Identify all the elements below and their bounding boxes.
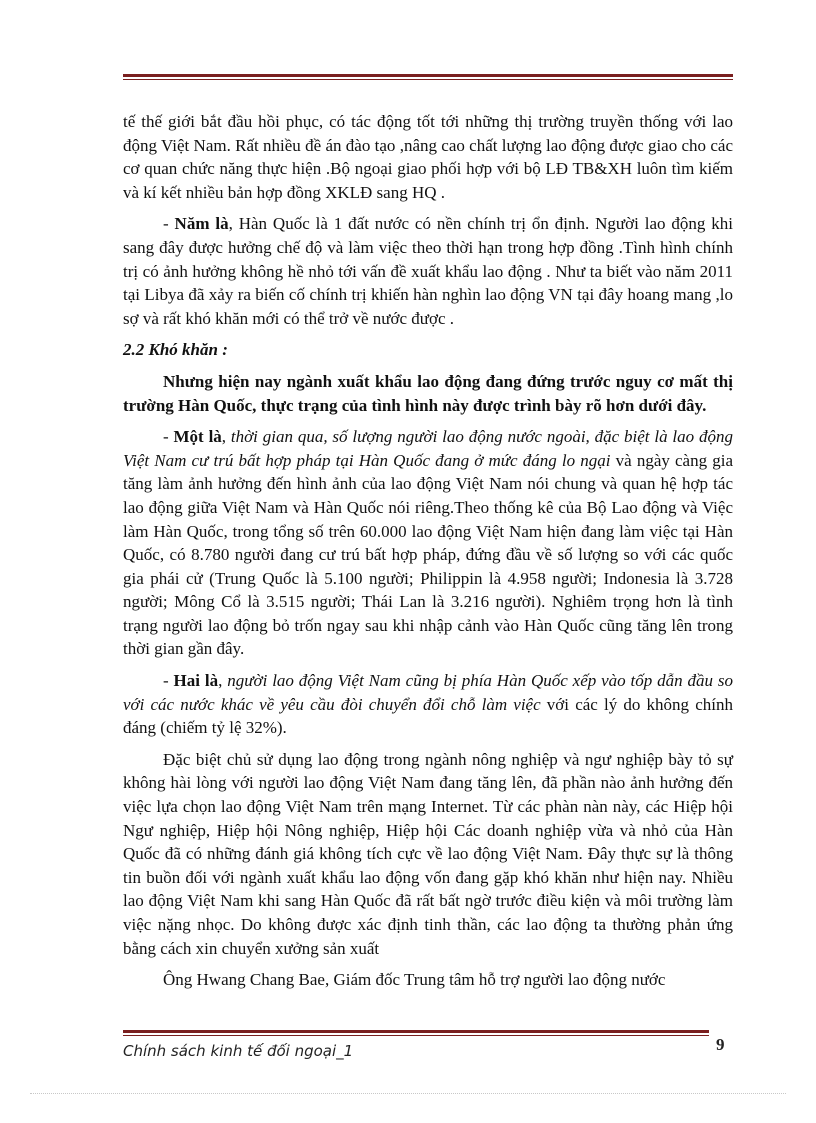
page-number: 9	[716, 1035, 725, 1054]
paragraph-5: - Hai là, người lao động Việt Nam cũng bị phía Hàn Quốc xếp vào tốp dẫn đầu so với các nước khác về yêu cầu đòi chuyển đổi chỗ làm việc với các lý do không chính đáng (chiếm tỷ lệ 32%).	[123, 671, 734, 738]
paragraph-5-lead: Hai là	[173, 671, 219, 691]
page-body	[123, 110, 733, 1000]
paragraph-2-lead: Năm là	[174, 214, 229, 234]
footer-rule	[123, 1030, 709, 1038]
paragraph-7: Ông Hwang Chang Bae, Giám đốc Trung tâm hỗ trợ người lao động nước	[163, 970, 666, 990]
paragraph-4: - Một là, thời gian qua, số lượng người lao động nước ngoài, đặc biệt là lao động Việt Nam cư trú bất hợp pháp tại Hàn Quốc đang ở mức đáng lo ngại và ngày càng gia tăng làm ảnh hưởng đến hình ảnh của lao động Việt Nam nói chung và quan hệ hợp tác lao động giữa Việt Nam và Hàn Quốc nói riêng.Theo thống kê của Bộ Lao động và Việc làm Hàn Quốc, trong tổng số trên 60.000 lao động Việt Nam hiện đang làm việc tại Hàn Quốc, có 8.780 người đang cư trú bất hợp pháp, đứng đầu về số lượng so với các quốc gia phái cử (Trung Quốc là 5.100 người; Philippin là 4.958 người; Indonesia là 3.728 người; Mông Cổ là 3.515 người; Thái Lan là 3.216 người). Nghiêm trọng hơn là tình trạng người lao động bỏ trốn ngay sau khi nhập cảnh vào Hàn Quốc cũng tăng lên trong thời gian gần đây.	[123, 427, 734, 659]
paragraph-4-lead: Một là	[173, 427, 222, 447]
section-heading: 2.2 Khó khăn :	[123, 340, 228, 360]
paragraph-3: Nhưng hiện nay ngành xuất khẩu lao động đang đứng trước nguy cơ mất thị trường Hàn Quốc, thực trạng của tình hình này được trình bày rõ hơn dưới đây.	[123, 371, 733, 415]
paragraph-4-emphasis: thời gian qua, số lượng người lao động nước ngoài, đặc biệt là lao động Việt Nam cư trú bất hợp pháp tại Hàn Quốc đang ở mức đáng lo ngại	[123, 427, 733, 470]
footer-title: Chính sách kinh tế đối ngoại_1	[123, 1042, 354, 1060]
paragraph-6: Đặc biệt chủ sử dụng lao động trong ngành nông nghiệp và ngư nghiệp bày tỏ sự không hài lòng với người lao động Việt Nam đang tăng lên, đã phần nào ảnh hưởng đến việc lựa chọn lao động Việt Nam trên mạng Internet. Từ các phàn nàn này, các Hiệp hội Ngư nghiệp, Hiệp hội Nông nghiệp, Hiệp hội Các doanh nghiệp vừa và nhỏ của Hàn Quốc đã có những đánh giá không tích cực về lao động Việt Nam. Đây thực sự là thông tin buồn đối với ngành xuất khẩu lao động vốn đang gặp khó khăn như hiện nay. Nhiều lao động Việt Nam khi sang Hàn Quốc đã rất bất ngờ trước điều kiện và môi trường làm việc nặng nhọc. Do không được xác định tinh thần, các lao động ta thường phản ứng bằng cách xin chuyển xưởng sản xuất	[123, 749, 733, 958]
header-rule	[123, 74, 733, 83]
paragraph-5-emphasis: người lao động Việt Nam cũng bị phía Hàn Quốc xếp vào tốp dẫn đầu so với các nước khác về yêu cầu đòi chuyển đổi chỗ làm việc	[123, 671, 734, 714]
paragraph-1: tế thế giới bắt đầu hồi phục, có tác động tốt tới những thị trường truyền thống với lao động Việt Nam. Rất nhiều đề án đào tạo ,nâng cao chất lượng lao động được giao cho các cơ quan chức năng thực hiện .Bộ ngoại giao phối hợp với bộ LĐ TB&XH luôn tìm kiếm và kí kết nhiều bản hợp đồng XKLĐ sang HQ .	[123, 112, 733, 202]
page-edge-divider	[30, 1093, 786, 1094]
paragraph-2: - Năm là, Hàn Quốc là 1 đất nước có nền chính trị ổn định. Người lao động khi sang đây được hưởng chế độ và làm việc theo thời hạn trong hợp đồng .Tình hình chính trị có ảnh hưởng không hề nhỏ tới vấn đề xuất khẩu lao động . Như ta biết vào năm 2011 tại Libya đã xảy ra biến cố chính trị khiến hàn nghìn lao động VN tại đây hoang mang ,lo sợ và rất khó khăn mới có thể trở về nước được .	[123, 214, 733, 328]
